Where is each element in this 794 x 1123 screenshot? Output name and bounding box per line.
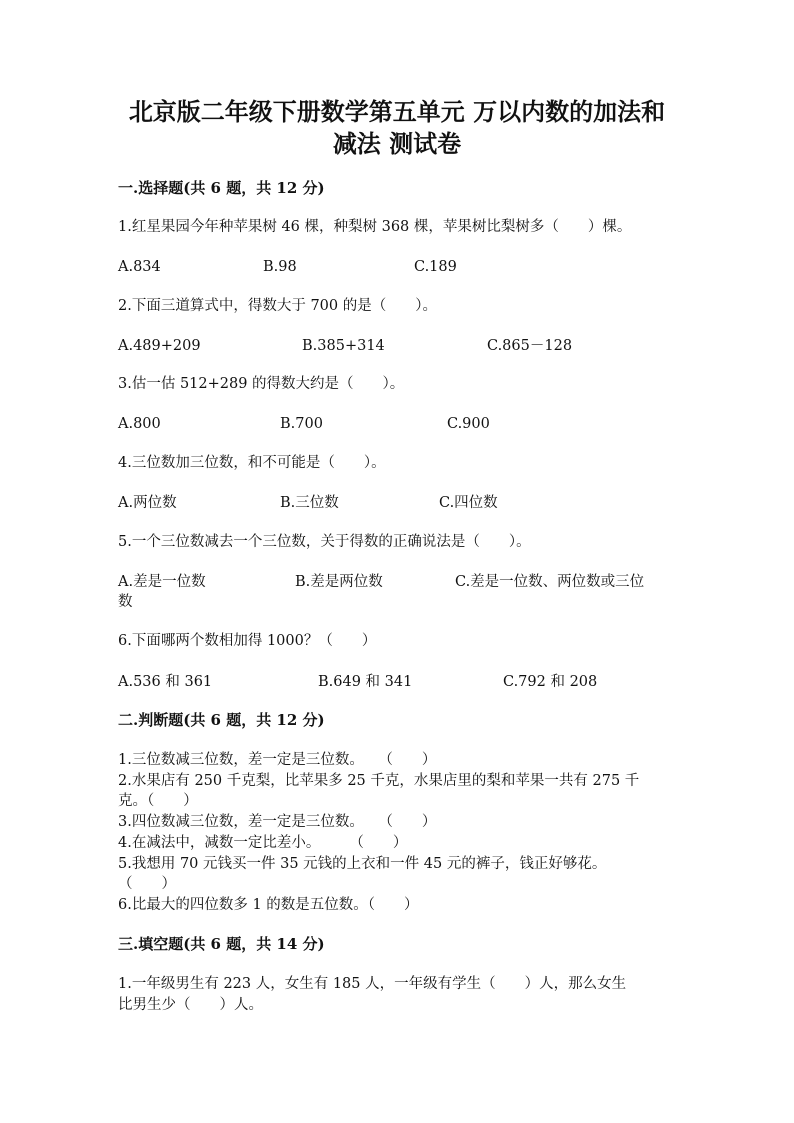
question-1-option-c: C.189 <box>414 259 457 275</box>
section-heading-judgement: 二.判断题(共 6 题，共 12 分) <box>118 711 325 729</box>
judgement-line-1: 1.三位数减三位数，差一定是三位数。 （ ） <box>118 752 437 768</box>
judgement-line-6: 5.我想用 70 元钱买一件 35 元钱的上衣和一件 45 元的裤子，钱正好够花。 <box>118 856 607 872</box>
question-4: 4.三位数加三位数，和不可能是（ ）。 <box>118 455 386 471</box>
page-title-line-1: 北京版二年级下册数学第五单元 万以内数的加法和 <box>128 97 666 126</box>
question-5-option-c: C.差是一位数、两位数或三位 <box>455 574 645 590</box>
question-1: 1.红星果园今年种苹果树 46 棵，种梨树 368 棵，苹果树比梨树多（ ）棵。 <box>118 219 632 235</box>
question-6-option-b: B.649 和 341 <box>318 674 413 690</box>
question-5-option-a: A.差是一位数 <box>118 574 206 590</box>
question-4-option-a: A.两位数 <box>118 495 177 511</box>
fill-blank-line-1: 1.一年级男生有 223 人，女生有 185 人，一年级有学生（ ）人，那么女生 <box>118 976 627 992</box>
fill-blank-line-2: 比男生少（ ）人。 <box>118 997 263 1013</box>
question-2-option-c: C.865－128 <box>487 338 573 354</box>
question-3: 3.估一估 512+289 的得数大约是（ ）。 <box>118 376 405 392</box>
question-1-option-a: A.834 <box>118 259 161 275</box>
question-1-option-b: B.98 <box>263 259 297 275</box>
question-2-option-a: A.489+209 <box>118 338 201 354</box>
judgement-line-7: （ ） <box>118 876 176 892</box>
section-heading-fill-blank: 三.填空题(共 6 题，共 14 分) <box>118 935 325 953</box>
section-heading-choice: 一.选择题(共 6 题，共 12 分) <box>118 179 325 197</box>
judgement-line-3: 克。（ ） <box>118 793 198 809</box>
question-3-option-a: A.800 <box>118 416 161 432</box>
judgement-line-5: 4.在减法中，减数一定比差小。 （ ） <box>118 835 408 851</box>
question-5: 5.一个三位数减去一个三位数，关于得数的正确说法是（ ）。 <box>118 534 531 550</box>
question-5-option-c-continued: 数 <box>118 594 133 610</box>
question-4-option-c: C.四位数 <box>439 495 498 511</box>
question-3-option-b: B.700 <box>280 416 323 432</box>
judgement-line-2: 2.水果店有 250 千克梨，比苹果多 25 千克，水果店里的梨和苹果一共有 275 千 <box>118 773 640 789</box>
page-title-line-2: 减法 测试卷 <box>332 129 462 158</box>
question-4-option-b: B.三位数 <box>280 495 339 511</box>
question-5-option-b: B.差是两位数 <box>295 574 383 590</box>
question-3-option-c: C.900 <box>447 416 490 432</box>
question-6: 6.下面哪两个数相加得 1000？（ ） <box>118 633 377 649</box>
judgement-line-4: 3.四位数减三位数，差一定是三位数。 （ ） <box>118 814 437 830</box>
question-6-option-c: C.792 和 208 <box>503 674 598 690</box>
judgement-line-8: 6.比最大的四位数多 1 的数是五位数。（ ） <box>118 897 419 913</box>
question-6-option-a: A.536 和 361 <box>118 674 213 690</box>
question-2: 2.下面三道算式中，得数大于 700 的是（ ）。 <box>118 298 437 314</box>
question-2-option-b: B.385+314 <box>302 338 385 354</box>
